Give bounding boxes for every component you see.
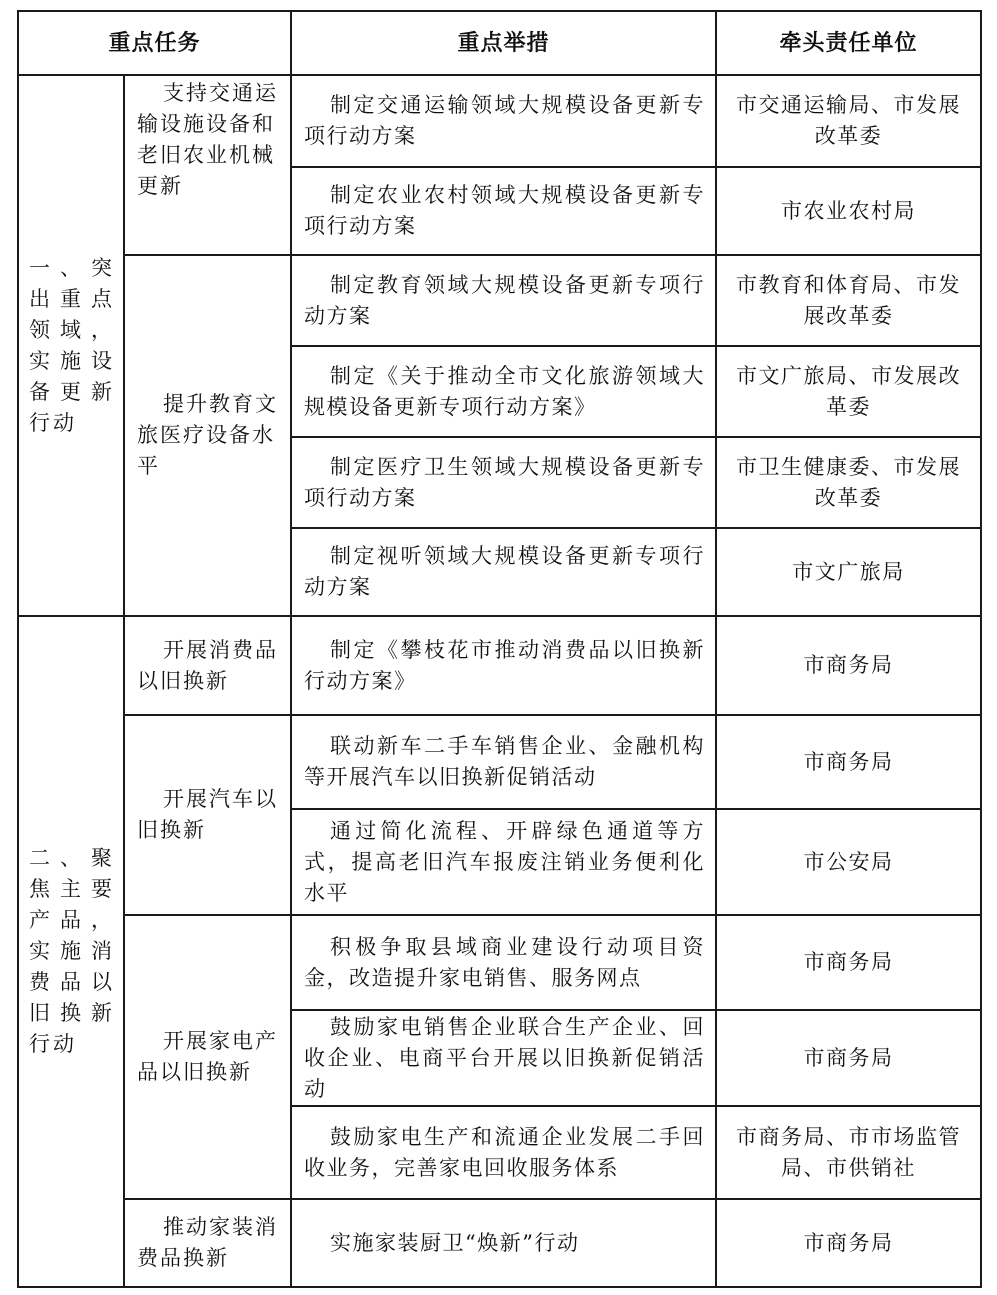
subtask-cell: 推动家装消费品换新 [124,1199,291,1287]
unit-cell: 市商务局、市市场监管局、市供销社 [716,1106,981,1199]
measure-cell: 积极争取县域商业建设行动项目资金，改造提升家电销售、服务网点 [291,915,716,1010]
measure-cell: 制定《关于推动全市文化旅游领域大规模设备更新专项行动方案》 [291,346,716,437]
unit-cell: 市文广旅局、市发展改革委 [716,346,981,437]
unit-cell: 市商务局 [716,1199,981,1287]
unit-cell: 市商务局 [716,915,981,1010]
measure-cell: 制定教育领域大规模设备更新专项行动方案 [291,255,716,346]
subtask-cell: 支持交通运输设施设备和老旧农业机械更新 [124,75,291,255]
measure-cell: 制定医疗卫生领域大规模设备更新专项行动方案 [291,437,716,528]
subtask-cell: 提升教育文旅医疗设备水平 [124,255,291,616]
measure-cell: 制定农业农村领域大规模设备更新专项行动方案 [291,167,716,255]
subtask-cell: 开展汽车以旧换新 [124,715,291,915]
measure-cell: 鼓励家电生产和流通企业发展二手回收业务，完善家电回收服务体系 [291,1106,716,1199]
measure-cell: 通过简化流程、开辟绿色通道等方式，提高老旧汽车报废注销业务便利化水平 [291,809,716,915]
unit-cell: 市交通运输局、市发展改革委 [716,75,981,167]
table-row [18,1199,981,1287]
task-cell: 一、突出重点领域，实施设备更新行动 [18,75,124,616]
unit-cell: 市公安局 [716,809,981,915]
measure-cell: 制定《攀枝花市推动消费品以旧换新行动方案》 [291,616,716,715]
unit-cell: 市商务局 [716,616,981,715]
unit-cell: 市农业农村局 [716,167,981,255]
subtask-cell: 开展家电产品以旧换新 [124,915,291,1199]
table-row [18,616,981,715]
measure-cell: 实施家装厨卫“焕新”行动 [291,1199,716,1287]
unit-cell: 市商务局 [716,715,981,809]
table-row [18,715,981,809]
table-row [18,915,981,1010]
unit-cell: 市教育和体育局、市发展改革委 [716,255,981,346]
header-measure: 重点举措 [291,11,716,75]
table-row [18,75,981,167]
header-task: 重点任务 [18,11,291,75]
measure-cell: 制定交通运输领域大规模设备更新专项行动方案 [291,75,716,167]
header-row [18,11,981,75]
key-tasks-table [17,10,982,1288]
header-unit: 牵头责任单位 [716,11,981,75]
unit-cell: 市卫生健康委、市发展改革委 [716,437,981,528]
unit-cell: 市文广旅局 [716,528,981,616]
measure-cell: 联动新车二手车销售企业、金融机构等开展汽车以旧换新促销活动 [291,715,716,809]
task-cell: 二、聚焦主要产品，实施消费品以旧换新行动 [18,616,124,1287]
measure-cell: 制定视听领域大规模设备更新专项行动方案 [291,528,716,616]
table-row [18,255,981,346]
subtask-cell: 开展消费品以旧换新 [124,616,291,715]
unit-cell: 市商务局 [716,1010,981,1106]
measure-cell: 鼓励家电销售企业联合生产企业、回收企业、电商平台开展以旧换新促销活动 [291,1010,716,1106]
